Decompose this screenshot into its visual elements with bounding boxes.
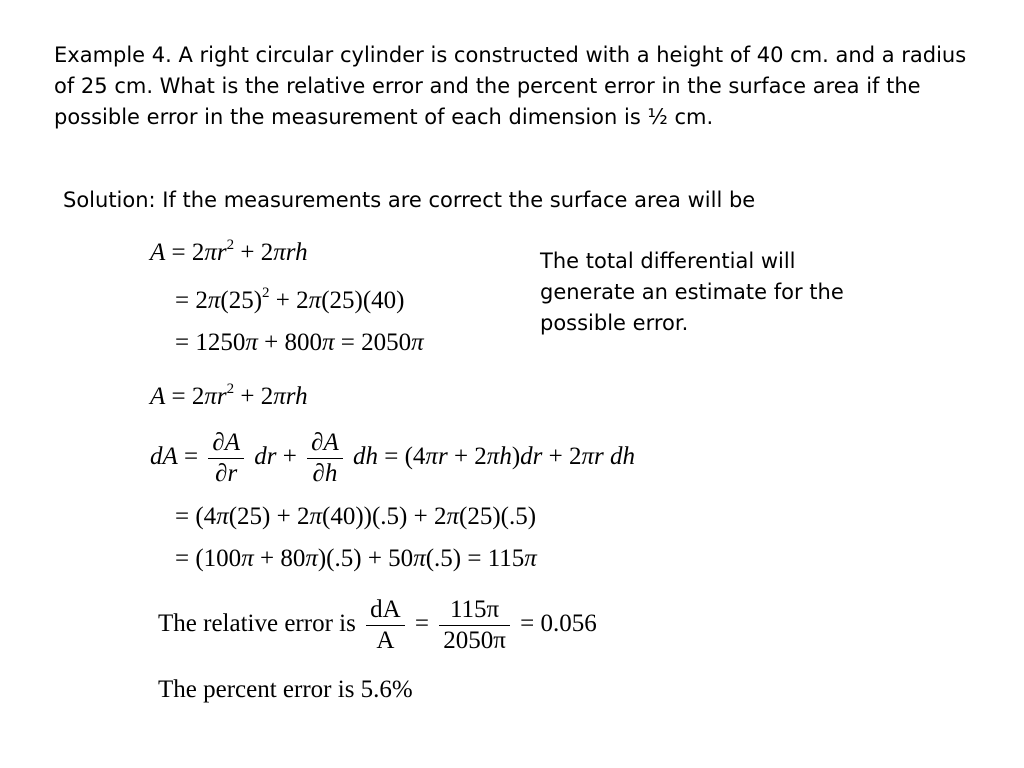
total-differential: dA = $\frac{\partial A}{\partial r}$ dr + $\frac{\partial A}{\partial h}$ dh = (4πr + 2πh)dr + 2πr dh [150,429,636,487]
relative-error-result: = 0.056 [520,610,597,638]
partial-a-over-h: $\frac{\partial A}{\partial h}$ [307,428,343,489]
differential-substitution: = (4π(25) + 2π(40))(.5) + 2π(25)(.5) [175,503,537,530]
area-formula-repeat: $A = 2\pi r^2 + 2\pi rh$ [150,381,308,410]
area-substitution: = $2\pi(25)^2 + 2\pi(25)(40)$ [175,285,405,314]
area-result: = 1250π + 800π = 2050π [175,329,424,356]
differential-note: The total differential will generate an estimate for the possible error. [540,249,844,335]
differential-result: = (100π + 80π)(.5) + 50π(.5) = 115π [175,545,537,572]
relative-error-value-fraction [439,595,510,656]
percent-error-line: The percent error is 5.6% [158,676,413,703]
fraction-denominator: A [376,627,395,654]
fraction-numerator: dA [366,595,405,626]
equals-sign: = [414,610,429,638]
solution-intro: Solution: If the measurements are correct the surface area will be [63,188,756,212]
problem-statement: Example 4. A right circular cylinder is constructed with a height of 40 cm. and a radius of 25 cm. What is the relative error and the percent error in the surface area if the possible error in the measurement of each dimension is ½ cm. [54,43,967,129]
relative-error-line [158,595,597,656]
value-denominator: 2050π [443,627,506,654]
partial-a-over-r: $\frac{\partial A}{\partial r}$ [208,428,244,489]
value-numerator: 115π [439,595,510,626]
area-formula [150,238,308,268]
relative-error-label: The relative error is [158,610,356,638]
relative-error-fraction [366,595,405,656]
area-formula-text: $A = 2\pi r^2 + 2\pi rh$ [150,237,308,266]
